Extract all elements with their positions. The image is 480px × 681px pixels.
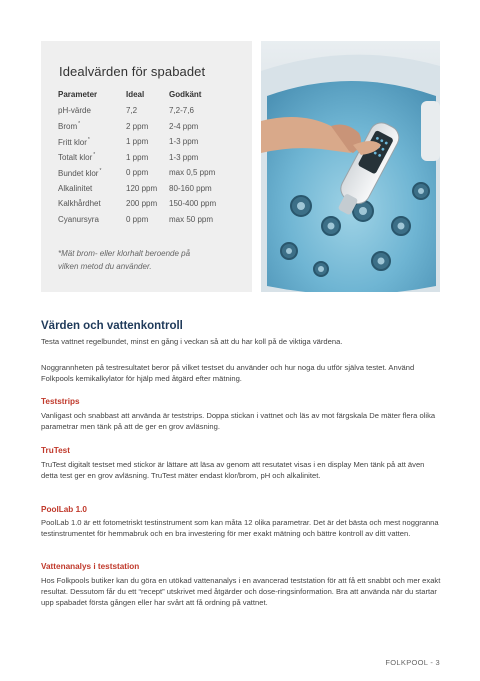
parameter-name: Totalt klor* [58,152,96,163]
table-row [58,212,239,228]
approved-value: max 0,5 ppm [169,168,216,178]
accuracy-paragraph: Noggrannheten på testresultatet beror på vilket testset du använder och hur noga du utför själva testet. Använd Folkpools kemikalkylator för hjälp med åtgärd efter mätning. [41,363,415,383]
parameter-table [58,89,239,227]
header-parameter: Parameter [58,89,98,99]
approved-value: 80-160 ppm [169,183,212,193]
approved-value: 1-3 ppm [169,152,199,162]
table-row [58,150,239,166]
ideal-value: 0 ppm [126,214,149,224]
ideal-value: 2 ppm [126,121,149,131]
trutest-text: TruTest digitalt testset med stickor är lättare att läsa av genom att resutatet visas i en display Men tänk på att även detta test ger en grov avläsning. TruTest mäter endast klor/brom, pH och alkalinitet. [41,460,425,480]
ideal-value: 200 ppm [126,199,158,209]
header-approved: Godkänt [169,89,202,99]
parameter-name: pH-värde [58,106,91,116]
box-title: Idealvärden för spabadet [59,64,206,79]
ideal-value: 1 ppm [126,152,149,162]
table-row [58,196,239,212]
parameter-name: Cyanursyra [58,214,99,224]
approved-value: 7,2-7,6 [169,106,194,116]
table-row [58,165,239,181]
parameter-name: Alkalinitet [58,183,93,193]
table-row [58,119,239,135]
trutest-heading: TruTest [41,446,70,455]
approved-value: 1-3 ppm [169,137,199,147]
footnote-star: * [93,152,96,159]
spa-tester-photo [261,41,440,292]
page-footer: FOLKPOOL - 3 [385,658,440,667]
teststrips-heading: Teststrips [41,397,80,406]
teststation-heading: Vattenanalys i teststation [41,562,140,571]
ideal-value: 7,2 [126,106,138,116]
approved-value: max 50 ppm [169,214,214,224]
ideal-values-box [41,41,252,292]
table-row [58,134,239,150]
table-row [58,181,239,197]
parameter-name: Kalkhårdhet [58,199,101,209]
ideal-value: 120 ppm [126,183,158,193]
section-heading: Värden och vattenkontroll [41,320,183,332]
table-row [58,103,239,119]
ideal-value: 1 ppm [126,137,149,147]
poollab-heading: PoolLab 1.0 [41,505,87,514]
parameter-name: Bundet klor* [58,167,102,178]
ideal-value: 0 ppm [126,168,149,178]
parameter-name: Brom* [58,121,81,132]
intro-paragraph: Testa vattnet regelbundet, minst en gång i veckan så att du har koll på de viktiga värdena. [41,337,343,346]
footnote: *Mät brom- eller klorhalt beroende på vilken metod du använder. [58,249,191,271]
footnote-star: * [78,121,81,128]
footnote-star: * [99,167,102,174]
approved-value: 2-4 ppm [169,121,199,131]
table-header-row [58,89,239,103]
header-ideal: Ideal [126,89,145,99]
teststation-text: Hos Folkpools butiker kan du göra en utökad vattenanalys i en avancerad teststation för att få ett snabbt och mer exakt resultat. Dessutom får du ett “recept” utskrivet med åtgärder och dose-ringsinformation. Bra att använda när du startar upp spabadet första gången eller har svårt att få ordning på vattnet. [41,576,441,607]
footnote-star: * [87,136,90,143]
poollab-text: PoolLab 1.0 är ett fotometriskt testinstrument som kan måta 12 olika parametrar. Det är det bästa och mest noggranna testinstrumentet för hemmabruk och en bra investering för mer exakt mätning och bättre kontroll av ditt vatten. [41,518,439,538]
parameter-name: Fritt klor* [58,136,90,147]
approved-value: 150-400 ppm [169,199,217,209]
teststrips-text: Vanligast och snabbast att använda är teststrips. Doppa stickan i vattnet och läs av mot färgskala De mäter flera olika parametrar men tänk på att de ger en grov avläsning. [41,411,436,431]
